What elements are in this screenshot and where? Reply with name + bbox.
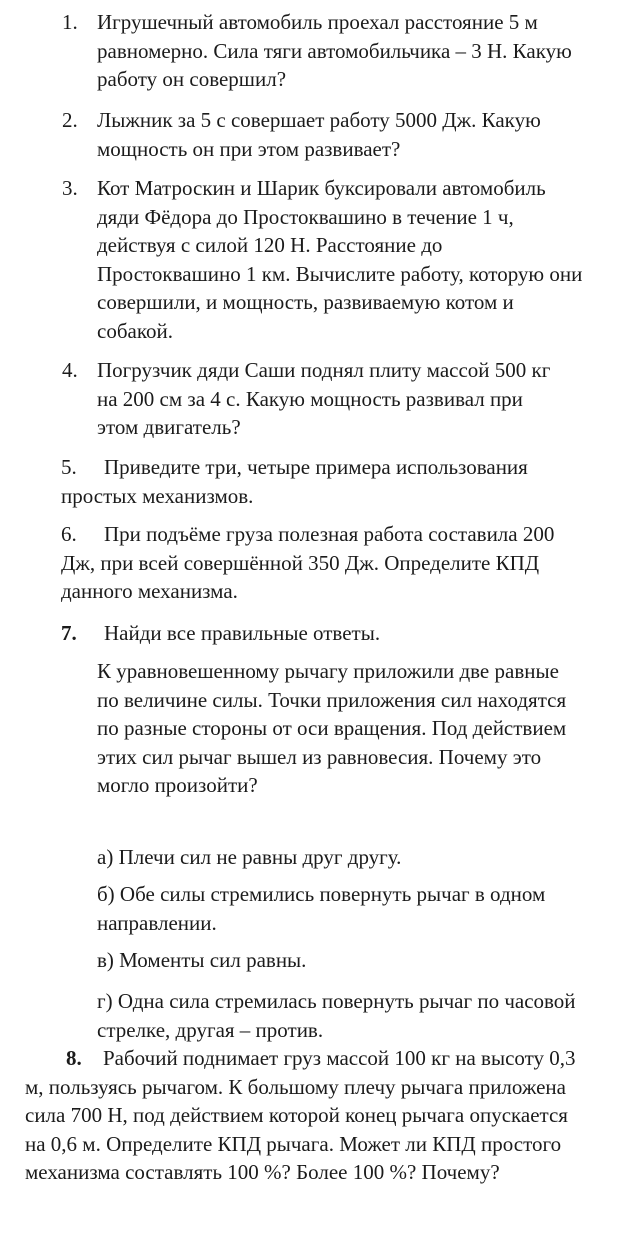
question-text: При подъёме груза полезная работа составила 200 Дж, при всей совершённой 350 Дж. Определите КПД данного механизма. <box>61 522 555 603</box>
question-text: Приведите три, четыре примера использования простых механизмов. <box>61 455 528 508</box>
question-number: 6. <box>61 522 77 546</box>
answer-option: г) Одна сила стремилась повернуть рычаг по часовой стрелке, другая – против. <box>97 989 576 1042</box>
question-text: Рабочий поднимает груз массой 100 кг на высоту 0,3 м, пользуясь рычагом. К большому плечу рычага приложена сила 700 Н, под действием которой конец рычага опускается на 0,6 м. Определите КПД рычага. Может ли КПД простого механизма составлять 100 %? Более 100 %? Почему? <box>25 1046 576 1184</box>
question-text: Погрузчик дяди Саши поднял плиту массой 500 кг на 200 см за 4 с. Какую мощность развивал при этом двигатель? <box>97 358 551 439</box>
question-text: Кот Матроскин и Шарик буксировали автомобиль дяди Фёдора до Простоквашино в течение 1 ч, действуя с силой 120 Н. Расстояние до Простоквашино 1 км. Вычислите работу, которую они совершили, и мощность, развиваемую котом и собакой. <box>97 176 583 343</box>
question-text: Лыжник за 5 с совершает работу 5000 Дж. Какую мощность он при этом развивает? <box>97 108 541 161</box>
question-number: 4. <box>62 358 78 382</box>
question-number: 8. <box>66 1046 82 1070</box>
question-number: 2. <box>62 108 78 132</box>
answer-option: б) Обе силы стремились повернуть рычаг в одном направлении. <box>97 882 546 935</box>
question-text: К уравновешенному рычагу приложили две равные по величине силы. Точки приложения сил находятся по разные стороны от оси вращения. Под действием этих сил рычаг вышел из равновесия. Почему это могло произойти? <box>97 659 567 797</box>
question-title: Найди все правильные ответы. <box>104 621 381 645</box>
question-text: Игрушечный автомобиль проехал расстояние 5 м равномерно. Сила тяги автомобильчика – 3 Н. Какую работу он совершил? <box>97 10 572 91</box>
question-number: 5. <box>61 455 77 479</box>
question-number: 3. <box>62 176 78 200</box>
answer-option: а) Плечи сил не равны друг другу. <box>97 845 402 869</box>
question-number: 1. <box>62 10 78 34</box>
question-number: 7. <box>61 621 77 645</box>
answer-option: в) Моменты сил равны. <box>97 948 307 972</box>
